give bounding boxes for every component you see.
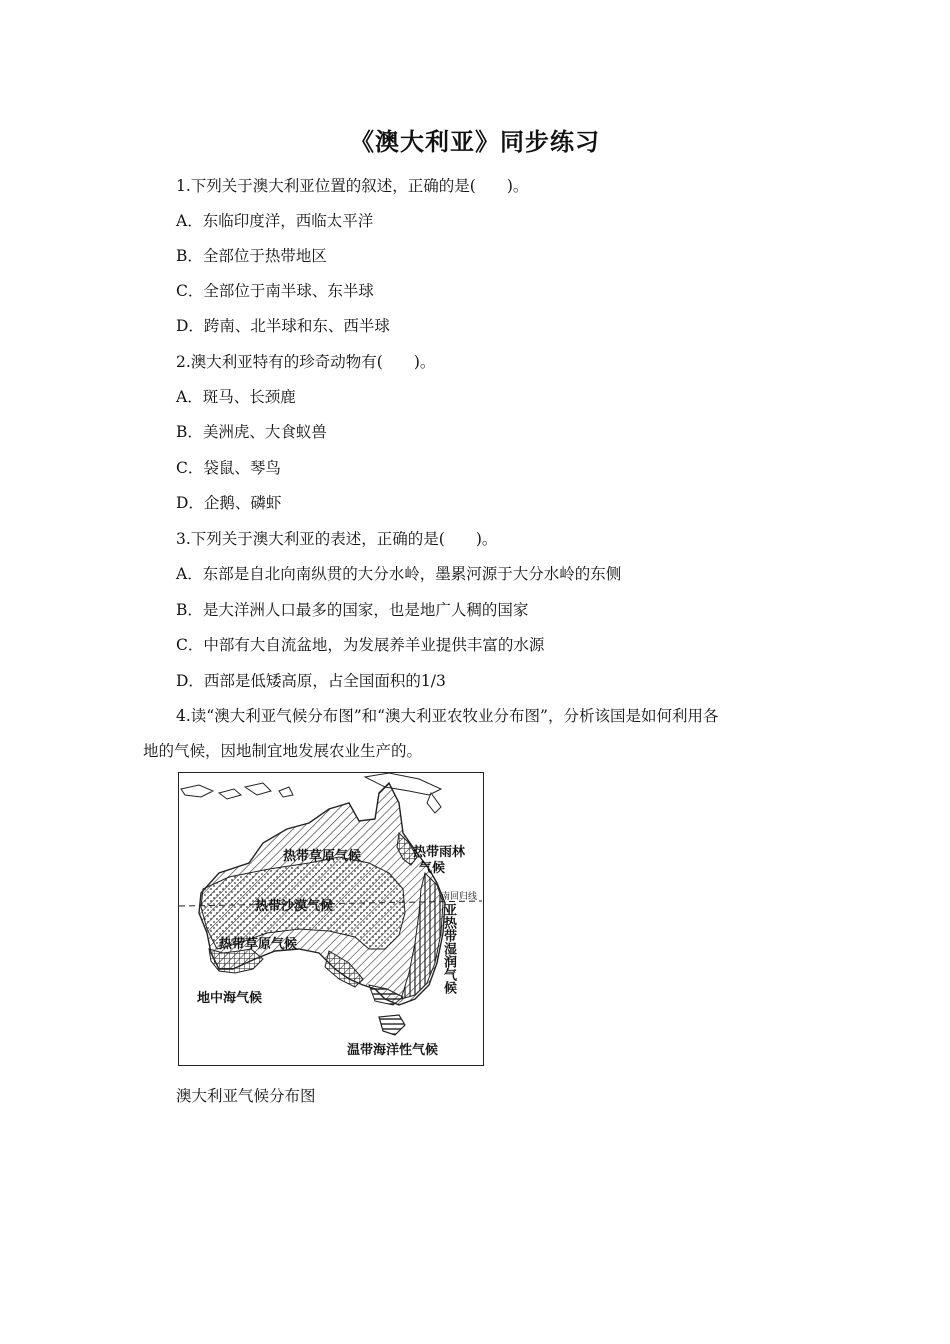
tasmania [379,1015,405,1035]
label-savanna-north: 热带草原气候 [283,849,362,864]
question-2-option-c: C．袋鼠、琴鸟 [176,459,281,477]
label-savanna-south: 热带草原气候 [219,937,298,952]
label-mediterranean: 地中海气候 [197,991,263,1006]
map-caption: 澳大利亚气候分布图 [176,1087,316,1105]
question-1-option-d: D．跨南、北半球和东、西半球 [176,317,390,335]
label-desert: 热带沙漠气候 [255,899,334,914]
label-tropic: 南回归线 [441,892,478,902]
question-1-option-a: A．东临印度洋，西临太平洋 [176,212,374,230]
australia-climate-map [178,772,484,1066]
page-title: 《澳大利亚》同步练习 [350,127,600,156]
question-2-stem: 2.澳大利亚特有的珍奇动物有( )。 [176,353,436,371]
question-3-option-b: B．是大洋洲人口最多的国家，也是地广人稠的国家 [176,601,529,619]
question-2-option-a: A．斑马、长颈鹿 [176,388,296,406]
question-3-option-d: D．西部是低矮高原，占全国面积的1/3 [176,672,446,690]
question-3-option-a: A．东部是自北向南纵贯的大分水岭，墨累河源于大分水岭的东侧 [176,565,622,583]
question-2-option-d: D．企鹅、磷虾 [176,494,282,512]
label-rainforest-2: 气候 [419,861,446,876]
question-3-option-c: C．中部有大自流盆地，为发展养羊业提供丰富的水源 [176,636,545,654]
map-drawing [179,773,482,1064]
question-4-line-1: 4.读“澳大利亚气候分布图”和“澳大利亚农牧业分布图”，分析该国是如何利用各 [176,707,719,725]
label-rainforest-1: 热带雨林 [413,845,466,860]
question-2-option-b: B．美洲虎、大食蚁兽 [176,423,327,441]
label-oceanic: 温带海洋性气候 [347,1043,439,1058]
question-4-line-2: 地的气候，因地制宜地发展农业生产的。 [143,742,423,760]
question-1-stem: 1.下列关于澳大利亚位置的叙述，正确的是( )。 [176,177,529,195]
question-3-stem: 3.下列关于澳大利亚的表述，正确的是( )。 [176,530,498,548]
label-humid-subtropical: 亚热带湿润气候 [441,903,456,994]
question-1-option-c: C．全部位于南半球、东半球 [176,282,374,300]
question-1-option-b: B．全部位于热带地区 [176,247,327,265]
